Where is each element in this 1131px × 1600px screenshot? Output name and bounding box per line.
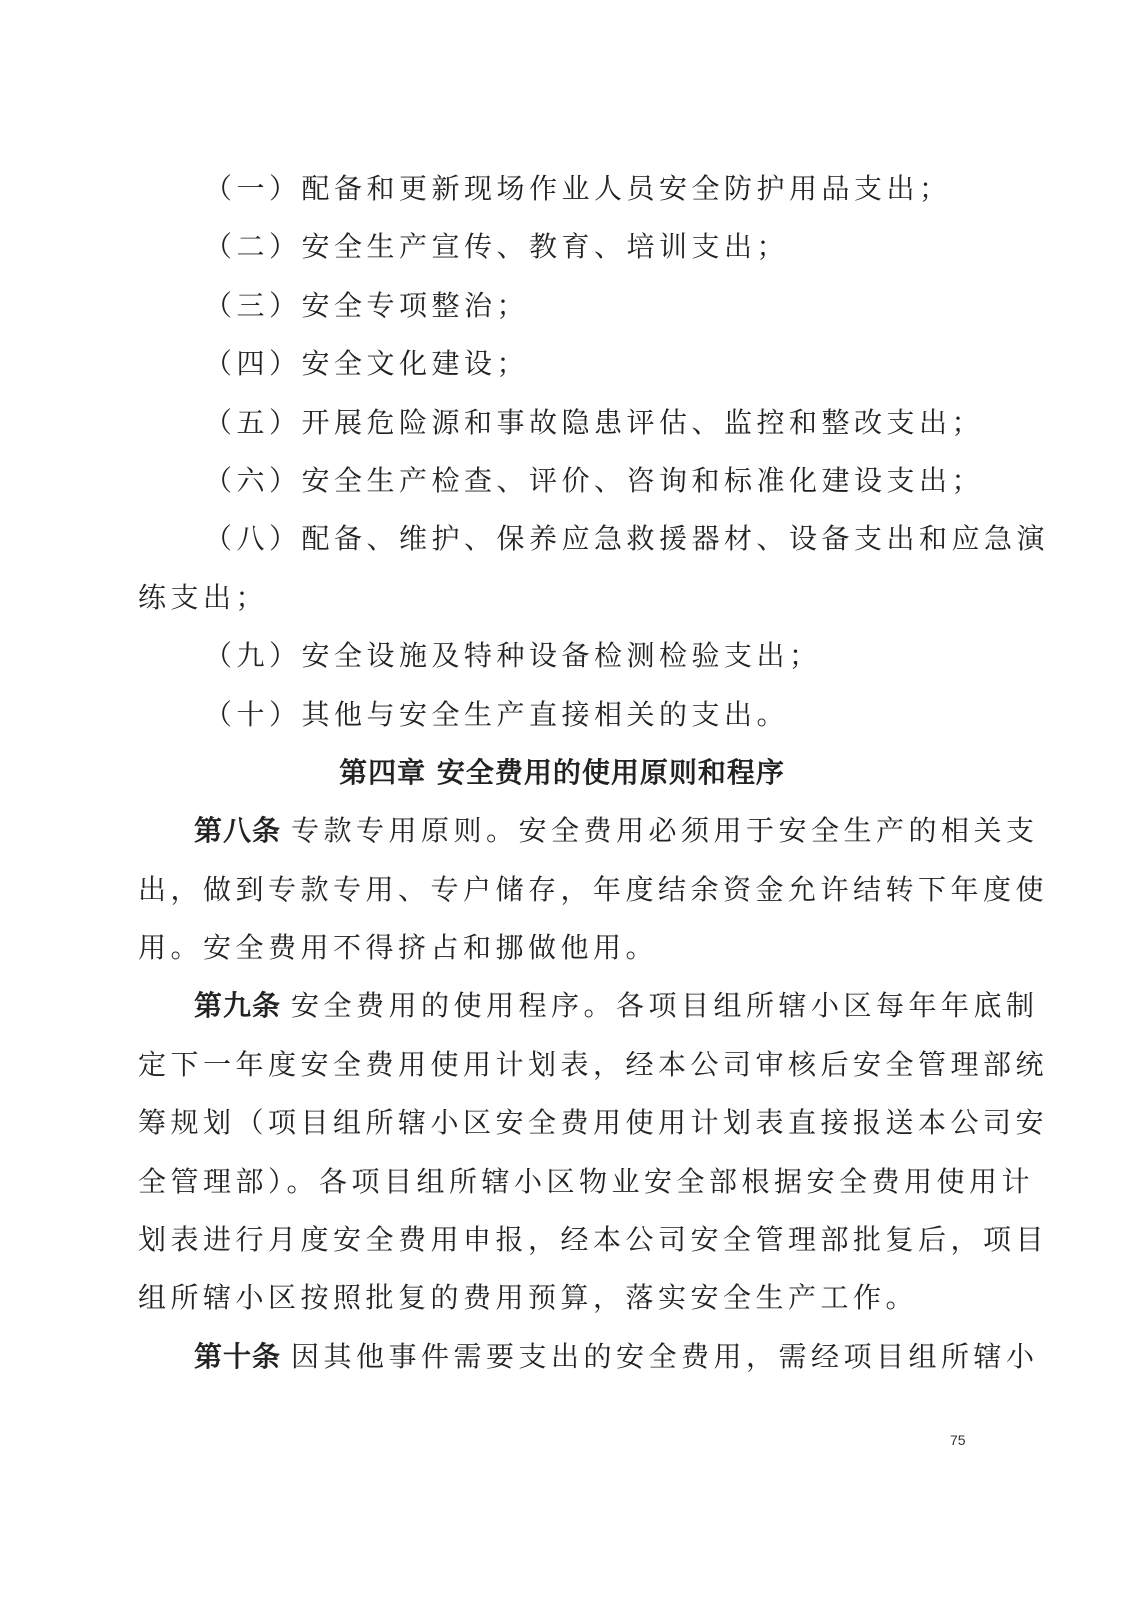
- list-item-10: （十）其他与安全生产直接相关的支出。: [204, 697, 790, 731]
- article-8-line-1: [138, 802, 1039, 860]
- list-item-5: （五）开展危险源和事故隐患评估、监控和整改支出；: [204, 405, 985, 439]
- list-item-8: （八）配备、维护、保养应急救援器材、设备支出和应急演: [204, 522, 1050, 556]
- article-9-line-2: 定下一年度安全费用使用计划表，经本公司审核后安全管理部统: [138, 1047, 1049, 1081]
- list-item-3: （三）安全专项整治；: [204, 288, 530, 322]
- article-10-text: 因其他事件需要支出的安全费用，需经项目组所辖小: [291, 1339, 1039, 1373]
- article-9-line-5: 划表进行月度安全费用申报，经本公司安全管理部批复后，项目: [138, 1223, 1049, 1257]
- article-9-line-6: 组所辖小区按照批复的费用预算，落实安全生产工作。: [138, 1281, 919, 1315]
- body-text: [138, 160, 1050, 1386]
- article-8-line-2: 出，做到专款专用、专户储存，年度结余资金允许结转下年度使: [138, 872, 1049, 906]
- list-item-4: （四）安全文化建设；: [204, 347, 530, 381]
- article-9-label: 第九条: [194, 989, 282, 1023]
- page-number: 75: [950, 1432, 966, 1448]
- list-item-6: （六）安全生产检查、评价、咨询和标准化建设支出；: [204, 463, 985, 497]
- article-9-line-3: 筹规划（项目组所辖小区安全费用使用计划表直接报送本公司安: [138, 1106, 1049, 1140]
- article-8-line-3: 用。安全费用不得挤占和挪做他用。: [138, 931, 659, 965]
- chapter-title: 第四章 安全费用的使用原则和程序: [339, 755, 785, 789]
- article-10-line-1: [138, 1328, 1039, 1386]
- list-item-8-continued: 练支出；: [138, 580, 269, 614]
- article-9-line-4: 全管理部）。各项目组所辖小区物业安全部根据安全费用使用计: [138, 1164, 1035, 1198]
- article-10-label: 第十条: [194, 1339, 282, 1373]
- list-item-9: （九）安全设施及特种设备检测检验支出；: [204, 639, 822, 673]
- list-item-1: （一）配备和更新现场作业人员安全防护用品支出；: [204, 172, 952, 205]
- article-9-line-1: [138, 977, 1039, 1035]
- article-8-label: 第八条: [194, 814, 282, 848]
- article-9-text: 安全费用的使用程序。各项目组所辖小区每年年底制: [291, 989, 1039, 1023]
- article-8-text: 专款专用原则。安全费用必须用于安全生产的相关支: [291, 814, 1039, 848]
- list-item-2: （二）安全生产宣传、教育、培训支出；: [204, 230, 790, 264]
